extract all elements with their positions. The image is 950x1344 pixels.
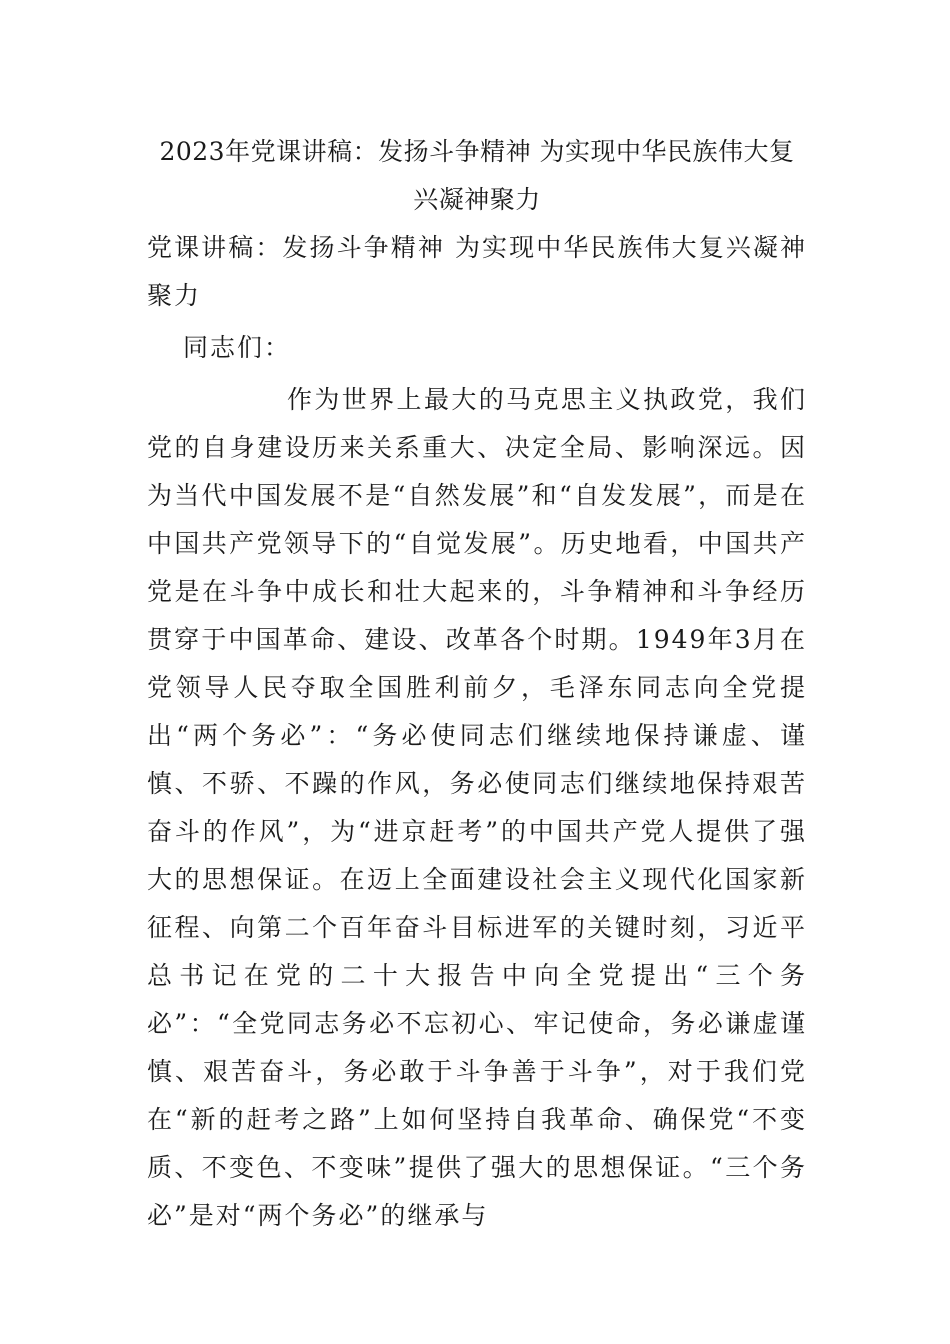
document-title: 2023年党课讲稿：发扬斗争精神 为实现中华民族伟大复兴凝神聚力 [159, 137, 795, 214]
document-subtitle: 党课讲稿：发扬斗争精神 为实现中华民族伟大复兴凝神聚力 [147, 233, 807, 310]
body-paragraph: 作为世界上最大的马克思主义执政党，我们党的自身建设历来关系重大、决定全局、影响深远。因为当代中国发展不是“自然发展”和“自发发展”，而是在中国共产党领导下的“自觉发展”。历史地看，中国共产党是在斗争中成长和壮大起来的，斗争精神和斗争经历贯穿于中国革命、建设、改革各个时期。1949年3月在党领导人民夺取全国胜利前夕，毛泽东同志向全党提出“两个务必”：“务必使同志们继续地保持谦虚、谨慎、不骄、不躁的作风，务必使同志们继续地保持艰苦奋斗的作风”，为“进京赶考”的中国共产党人提供了强大的思想保证。在迈上全面建设社会主义现代化国家新征程、向第二个百年奋斗目标进军的关键时刻，习近平总书记在党的二十大报告中向全党提出“三个务必”：“全党同志务必不忘初心、牢记使命，务必谦虚谨慎、艰苦奋斗，务必敢于斗争善于斗争”，对于我们党在“新的赶考之路”上如何坚持自我革命、确保党“不变质、不变色、不变味”提供了强大的思想保证。“三个务必”是对“两个务必”的继承与 [147, 385, 807, 1230]
document-content [147, 128, 807, 1240]
salutation: 同志们： [183, 333, 292, 362]
